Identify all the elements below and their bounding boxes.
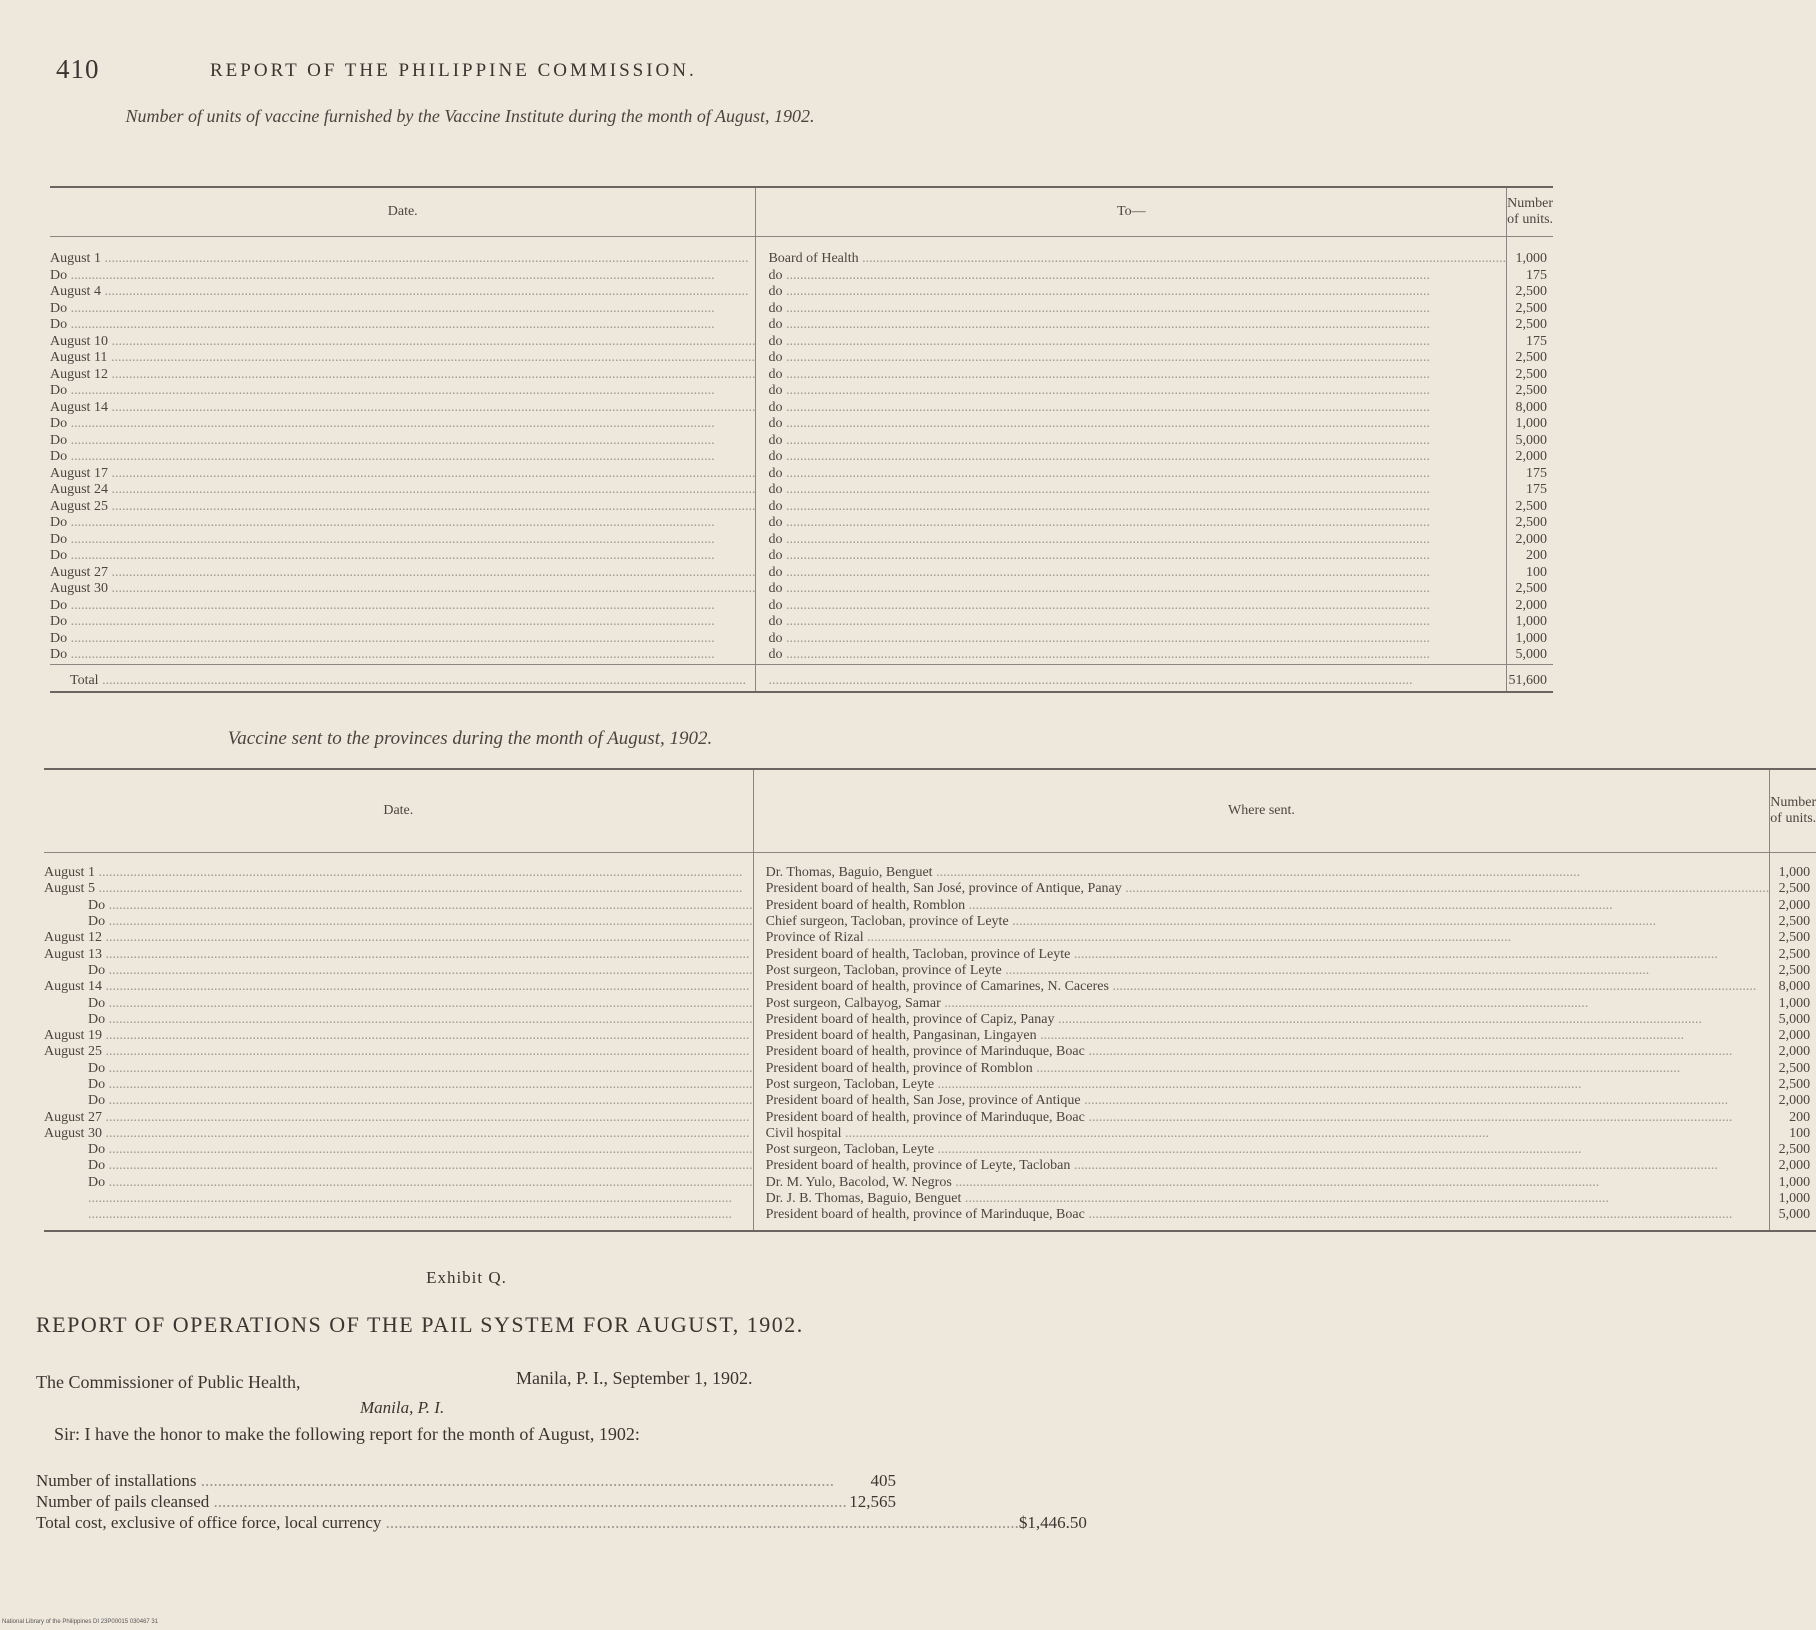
table-row <box>50 400 1553 417</box>
table-row <box>44 930 1816 946</box>
row-to: do ..... <box>756 631 1507 648</box>
row-date: Do ..... <box>50 614 756 631</box>
row-units: 1,000 <box>1778 1174 1811 1190</box>
table-row <box>44 995 1816 1011</box>
row-date: August 12 ..... <box>50 367 756 384</box>
row-where: Post surgeon, Calbayog, Samar ..... <box>753 995 1770 1011</box>
row-units: 1,000 <box>1515 630 1548 646</box>
row-date: Do ..... <box>50 433 756 450</box>
total-spacer <box>756 664 1507 692</box>
table-row <box>50 515 1553 532</box>
table-row <box>50 548 1553 565</box>
vaccine-table-caption: Number of units of vaccine furnished by the Vaccine Institute during the month of August, 1902. <box>125 106 815 126</box>
table-row <box>50 367 1553 384</box>
page-number: 410 <box>56 54 100 84</box>
row-units: 2,500 <box>1778 914 1811 930</box>
addressee: The Commissioner of Public Health, <box>36 1372 301 1392</box>
table-row <box>44 881 1816 897</box>
row-units: 2,000 <box>1515 597 1548 613</box>
table-row <box>44 1093 1816 1109</box>
row-date: August 30 ..... <box>50 581 756 598</box>
stat-label: Number of installations ..... <box>36 1470 834 1491</box>
row-units: 100 <box>1526 564 1548 580</box>
row-to: do ..... <box>756 367 1507 384</box>
table-row <box>50 532 1553 549</box>
table-row <box>50 317 1553 334</box>
row-to: do ..... <box>756 548 1507 565</box>
row-to: do ..... <box>756 515 1507 532</box>
row-to: do ..... <box>756 598 1507 615</box>
row-units: 1,000 <box>1515 416 1548 432</box>
row-date: Do ..... <box>50 383 756 400</box>
row-units: 2,500 <box>1778 1142 1811 1158</box>
row-units: 1,000 <box>1778 1191 1811 1207</box>
row-date: Do ..... <box>50 268 756 285</box>
row-where: Civil hospital ..... <box>753 1126 1770 1142</box>
row-units: 2,500 <box>1778 1077 1811 1092</box>
provinces-table <box>44 768 1816 1232</box>
table-row <box>44 1191 1816 1207</box>
stat-value: 12,565 <box>849 1492 896 1511</box>
row-to: Board of Health ..... <box>756 237 1507 268</box>
row-date: Do ..... <box>50 449 756 466</box>
vaccine-units-table <box>50 186 1553 693</box>
row-to: do ..... <box>756 565 1507 582</box>
running-title: REPORT OF THE PHILIPPINE COMMISSION. <box>210 60 697 81</box>
row-where: President board of health, province of Marinduque, Boac ..... <box>753 1207 1770 1230</box>
row-date: Do ..... <box>50 317 756 334</box>
row-date: August 1 ..... <box>44 853 753 882</box>
row-where: Post surgeon, Tacloban, Leyte ..... <box>753 1142 1770 1158</box>
row-date: Do ..... <box>44 898 753 914</box>
row-date: August 4 ..... <box>50 284 756 301</box>
row-date: August 17 ..... <box>50 466 756 483</box>
table-row <box>50 449 1553 466</box>
row-units: 5,000 <box>1770 1207 1816 1230</box>
row-units: 2,500 <box>1515 350 1548 366</box>
row-to: do ..... <box>756 416 1507 433</box>
exhibit-label: Exhibit Q. <box>426 1268 507 1287</box>
table-row <box>50 284 1553 301</box>
row-units: 175 <box>1526 333 1548 349</box>
table-row <box>44 946 1816 962</box>
row-units: 200 <box>1526 548 1548 564</box>
row-date: Do ..... <box>44 1093 753 1109</box>
row-date <box>44 1207 753 1230</box>
table-row <box>44 963 1816 979</box>
row-date: August 14 ..... <box>44 979 753 995</box>
table-row <box>44 853 1816 882</box>
row-date: August 12 ..... <box>44 930 753 946</box>
row-to: do ..... <box>756 466 1507 483</box>
row-where: President board of health, Pangasinan, Lingayen ..... <box>753 1028 1770 1044</box>
row-date: August 27 ..... <box>50 565 756 582</box>
row-date: August 5 ..... <box>44 881 753 897</box>
row-date: Do ..... <box>44 1158 753 1174</box>
row-units: 1,000 <box>1778 995 1811 1011</box>
row-where: Post surgeon, Tacloban, Leyte ..... <box>753 1077 1770 1093</box>
row-where: President board of health, San Jose, province of Antique ..... <box>753 1093 1770 1109</box>
row-date: August 30 ..... <box>44 1126 753 1142</box>
row-where: Chief surgeon, Tacloban, province of Leyte ..... <box>753 914 1770 930</box>
row-date: Do ..... <box>50 647 756 664</box>
stat-row <box>36 1470 896 1491</box>
row-date: Do ..... <box>44 1077 753 1093</box>
row-units: 2,000 <box>1778 1044 1811 1060</box>
row-to: do ..... <box>756 400 1507 417</box>
table-row <box>44 914 1816 930</box>
row-units: 2,000 <box>1778 897 1811 913</box>
row-to: do ..... <box>756 268 1507 285</box>
row-where: President board of health, San José, province of Antique, Panay ..... <box>753 881 1770 897</box>
row-units: 2,500 <box>1778 881 1811 897</box>
row-to: do ..... <box>756 433 1507 450</box>
row-date: August 14 ..... <box>50 400 756 417</box>
row-units: 2,500 <box>1515 383 1548 399</box>
salutation: Sir: I have the honor to make the following report for the month of August, 1902: <box>54 1424 640 1444</box>
row-to: do ..... <box>756 449 1507 466</box>
row-units: 5,000 <box>1515 647 1548 663</box>
table-row <box>50 499 1553 516</box>
table-row <box>44 1061 1816 1077</box>
row-where: Post surgeon, Tacloban, province of Leyte ..... <box>753 963 1770 979</box>
row-where: President board of health, province of Marinduque, Boac ..... <box>753 1044 1770 1060</box>
table-row <box>44 1207 1816 1230</box>
row-date: Do ..... <box>50 515 756 532</box>
row-where: Dr. M. Yulo, Bacolod, W. Negros ..... <box>753 1175 1770 1191</box>
row-where: Dr. J. B. Thomas, Baguio, Benguet ..... <box>753 1191 1770 1207</box>
stat-value: 405 <box>870 1471 896 1490</box>
row-date: August 1 ..... <box>50 237 756 268</box>
table-row <box>50 301 1553 318</box>
row-units: 2,500 <box>1778 962 1811 978</box>
footer-note: National Library of the Philippines DI 23P00015 030467 31 <box>2 1619 159 1625</box>
column-header-to: To— <box>756 187 1507 237</box>
stat-row <box>36 1491 896 1512</box>
row-where: President board of health, province of Marinduque, Boac ..... <box>753 1109 1770 1125</box>
row-date: Do ..... <box>50 631 756 648</box>
report-title: REPORT OF OPERATIONS OF THE PAIL SYSTEM FOR AUGUST, 1902. <box>36 1312 804 1337</box>
column-header-date: Date. <box>44 769 753 853</box>
row-units: 2,000 <box>1778 1028 1811 1044</box>
total-label: Total ..... <box>50 664 756 692</box>
row-units: 2,500 <box>1778 930 1811 946</box>
table-row <box>50 482 1553 499</box>
table-row <box>44 979 1816 995</box>
row-units: 2,500 <box>1778 1060 1811 1076</box>
row-date: Do ..... <box>50 548 756 565</box>
table-row <box>44 898 1816 914</box>
row-units: 1,000 <box>1515 251 1548 267</box>
stat-label: Number of pails cleansed ..... <box>36 1491 847 1512</box>
row-units: 175 <box>1526 482 1548 498</box>
row-where: Province of Rizal ..... <box>753 930 1770 946</box>
row-units: 2,500 <box>1515 284 1548 300</box>
row-date: August 25 ..... <box>50 499 756 516</box>
row-date: Do ..... <box>44 1142 753 1158</box>
row-to: do ..... <box>756 499 1507 516</box>
stat-row <box>36 1512 1087 1533</box>
row-date: August 19 ..... <box>44 1028 753 1044</box>
table-row <box>44 1142 1816 1158</box>
row-units: 8,000 <box>1515 399 1548 415</box>
column-header-where: Where sent. <box>753 769 1770 853</box>
row-date: August 24 ..... <box>50 482 756 499</box>
row-units: 1,000 <box>1515 614 1548 630</box>
row-date: Do ..... <box>44 995 753 1011</box>
row-date: Do ..... <box>44 1175 753 1191</box>
table-row <box>50 614 1553 631</box>
row-date: Do ..... <box>50 598 756 615</box>
table-row <box>50 631 1553 648</box>
row-units: 2,500 <box>1778 946 1811 962</box>
table-row <box>50 383 1553 400</box>
table-row <box>44 1077 1816 1093</box>
row-units: 2,000 <box>1515 449 1548 465</box>
total-value: 51,600 <box>1507 664 1553 692</box>
row-date: August 27 ..... <box>44 1109 753 1125</box>
table-row <box>50 647 1553 664</box>
row-to: do ..... <box>756 482 1507 499</box>
row-units: 1,000 <box>1778 865 1811 881</box>
row-date: Do ..... <box>50 416 756 433</box>
column-header-units: Number of units. <box>1770 769 1816 853</box>
row-units: 2,500 <box>1515 300 1548 316</box>
row-where: President board of health, province of Capiz, Panay ..... <box>753 1012 1770 1028</box>
row-date: Do ..... <box>44 914 753 930</box>
table-row <box>44 1028 1816 1044</box>
row-units: 2,500 <box>1515 366 1548 382</box>
row-date: Do ..... <box>50 301 756 318</box>
addressee-city: Manila, P. I. <box>360 1398 445 1417</box>
row-to: do ..... <box>756 301 1507 318</box>
table-row <box>50 466 1553 483</box>
row-units: 2,000 <box>1778 1158 1811 1174</box>
row-units: 175 <box>1526 465 1548 481</box>
row-units: 200 <box>1789 1109 1811 1125</box>
table-row <box>44 1012 1816 1028</box>
table-row <box>50 268 1553 285</box>
row-units: 2,500 <box>1515 498 1548 514</box>
row-to: do ..... <box>756 614 1507 631</box>
table-row <box>50 598 1553 615</box>
row-units: 100 <box>1789 1125 1811 1141</box>
row-to: do ..... <box>756 647 1507 664</box>
table-row <box>50 334 1553 351</box>
table-row <box>50 433 1553 450</box>
stat-value: $1,446.50 <box>1018 1513 1087 1532</box>
row-where: President board of health, province of Leyte, Tacloban ..... <box>753 1158 1770 1174</box>
row-where: President board of health, province of Romblon ..... <box>753 1061 1770 1077</box>
row-to: do ..... <box>756 581 1507 598</box>
table-row <box>50 350 1553 367</box>
row-date: Do ..... <box>50 532 756 549</box>
row-to: do ..... <box>756 532 1507 549</box>
column-header-units: Number of units. <box>1507 187 1553 237</box>
table-row <box>44 1044 1816 1060</box>
row-units: 2,000 <box>1778 1093 1811 1109</box>
table-row <box>50 565 1553 582</box>
column-header-date: Date. <box>50 187 756 237</box>
row-to: do ..... <box>756 350 1507 367</box>
row-where: President board of health, province of Camarines, N. Caceres ..... <box>753 979 1770 995</box>
row-units: 5,000 <box>1515 432 1548 448</box>
stat-label: Total cost, exclusive of office force, local currency ..... <box>36 1512 1019 1533</box>
row-where: Dr. Thomas, Baguio, Benguet ..... <box>753 853 1770 882</box>
row-where: President board of health, Tacloban, province of Leyte ..... <box>753 946 1770 962</box>
row-where: President board of health, Romblon ..... <box>753 898 1770 914</box>
row-date: Do ..... <box>44 1061 753 1077</box>
table-row <box>44 1109 1816 1125</box>
row-units: 2,000 <box>1515 531 1548 547</box>
table-row <box>44 1158 1816 1174</box>
row-date <box>44 1191 753 1207</box>
table-row <box>44 1126 1816 1142</box>
row-date: August 11 ..... <box>50 350 756 367</box>
row-date: August 13 ..... <box>44 946 753 962</box>
provinces-table-caption: Vaccine sent to the provinces during the month of August, 1902. <box>227 728 713 749</box>
row-units: 5,000 <box>1778 1011 1811 1027</box>
place-date: Manila, P. I., September 1, 1902. <box>516 1368 753 1388</box>
row-date: Do ..... <box>44 963 753 979</box>
row-to: do ..... <box>756 383 1507 400</box>
row-to: do ..... <box>756 334 1507 351</box>
table-row <box>50 237 1553 268</box>
table-row <box>44 1175 1816 1191</box>
row-units: 2,500 <box>1515 317 1548 333</box>
row-units: 175 <box>1526 267 1548 283</box>
row-date: August 10 ..... <box>50 334 756 351</box>
pail-stats <box>36 1470 1087 1533</box>
table-row <box>50 581 1553 598</box>
row-units: 8,000 <box>1778 979 1811 995</box>
row-to: do ..... <box>756 317 1507 334</box>
row-date: Do ..... <box>44 1012 753 1028</box>
row-units: 2,500 <box>1515 515 1548 531</box>
row-to: do ..... <box>756 284 1507 301</box>
table-row <box>50 416 1553 433</box>
row-units: 2,500 <box>1515 581 1548 597</box>
row-date: August 25 ..... <box>44 1044 753 1060</box>
